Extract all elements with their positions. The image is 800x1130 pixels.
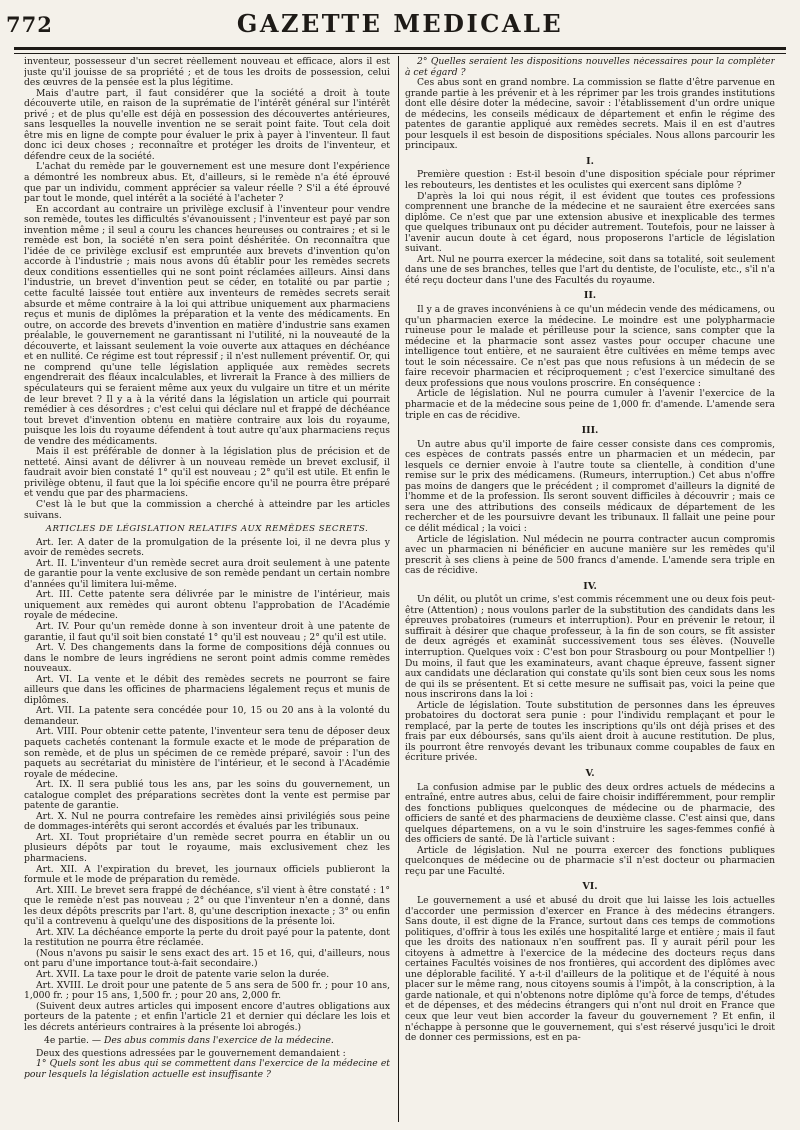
article-note: (Nous n'avons pu saisir le sens exact des art. 15 et 16, qui, d'ailleurs, nous ont paru d'une importance tout-à-fait secondaire.) [24, 947, 390, 970]
part-heading: 4e partie. — Des abus commis dans l'exercice de la médecine. [44, 1035, 334, 1047]
section-numeral: I. [586, 155, 594, 167]
article-note: (Suivent deux autres articles qui imposent encore d'autres obligations aux porteurs de la patente ; et enfin l'article 21 et dernier qui déclare les lois et les décrets antérieurs contraires à la présente loi abrogés.) [24, 1000, 390, 1033]
article: Article de législation. Nul ne pourra cumuler à l'avenir l'exercice de la pharmacie et de la médecine sous peine de 1,000 fr. d'amende. L'amende sera triple en cas de récidive. [405, 388, 775, 421]
article: Art. XIV. La déchéance emporte la perte du droit payé pour la patente, dont la restitution ne pourra être réclamée. [24, 926, 390, 949]
article: Art. II. L'inventeur d'un remède secret aura droit seulement à une patente de garantie pour la vente exclusive de son remède pendant un certain nombre d'années qu'il limitera lui-même. [24, 557, 390, 590]
paragraph: Première question : Est-il besoin d'une disposition spéciale pour réprimer les rebouteurs, les dentistes et les oculistes qui exercent sans diplôme ? [405, 169, 775, 192]
article: Art. VII. La patente sera concédée pour 10, 15 ou 20 ans à la volonté du demandeur. [24, 705, 390, 727]
paragraph: Ces abus sont en grand nombre. La commission se flatte d'être parvenue en grande partie à les prévenir et à les réprimer par les trois grandes institutions dont elle désire doter la médecine, savoir : l'établissement d'un ordre unique de médecins, les conseils médicaux de département et enfin le régime des patentes de garantie appliqué aux remèdes secrets. Mais il en est d'autres pour lesquels il est besoin de dispositions spéciales. Nous allons parcourir les principaux. [405, 77, 775, 152]
article: Art. IV. Pour qu'un remède donne à son inventeur droit à une patente de garantie, il faut qu'il soit bien constaté 1° qu'il est nouveau ; 2° qu'il est utile. [24, 620, 390, 643]
paragraph: Un délit, ou plutôt un crime, s'est commis récemment une ou deux fois peut-être (Attention) ; nous voulons parler de la substitution des candidats dans les épreuves probatoires (rumeurs et interruption). Pour en prévenir le retour, il suffirait à désirer que chaque professeur, à la fin de son cours, se fît assister de deux agrégés et examinât successivement tous ses élèves. (Nouvelle interruption. Quelques voix : C'est bon pour Strasbourg ou pour Montpellier !) Du moins, il faut que les examinateurs, avant chaque épreuve, fassent signer aux candidats une déclaration qui constate qu'ils sont bien ceux sous les noms de qui ils se présentent. Et si cette mesure ne suffisait pas, voici la peine que nous inscrirons dans la loi : [405, 594, 775, 701]
paragraph: Il y a de graves inconvéniens à ce qu'un médecin vende des médicamens, ou qu'un pharmacien exerce la médecine. Le moindre est une polypharmacie ruineuse pour le malade et périlleuse pour la science, sans compter que la médecine et la pharmacie sont assez vastes pour occuper chacune une intelligence tout entière, et ne sauraient être cultivées en même temps avec tout le soin nécessaire. Ce n'est pas que nous refusions à un médecin de se faire recevoir pharmacien et réciproquement ; c'est l'exercice simultané des deux professions que nous voulons proscrire. En conséquence : [405, 304, 775, 389]
article: Art. XI. Tout propriétaire d'un remède secret pourra en établir un ou plusieurs dépôts par tout le royaume, mais exclusivement chez les pharmaciens. [24, 831, 390, 865]
paragraph: Mais d'autre part, il faut considérer que la société a droit à toute découverte utile, en raison de la suprématie de l'intérêt général sur l'intérêt privé ; et de plus qu'elle est déjà en possession des découvertes antérieures, sans lesquelles la nouvelle invention ne se serait point faite. Tout cela doit être mis en ligne de compte pour évaluer le prix à payer à l'inventeur. Il faut donc ici deux choses ; reconnaître et protéger les droits de l'inventeur, et défendre ceux de la société. [24, 87, 390, 162]
paragraph: D'après la loi qui nous régit, il est évident que toutes ces professions comprennent une branche de la médecine et ne sauraient être exercées sans diplôme. Ce n'est que par une extension abusive et inexplicable des termes que quelques tribunaux ont pu décider autrement. Toutefois, pour ne laisser à l'avenir aucun doute à cet égard, nous proposerons l'article de législation suivant. [405, 190, 775, 255]
page-header [0, 4, 800, 46]
article: Art. XVIII. Le droit pour une patente de 5 ans sera de 500 fr. ; pour 10 ans, 1,000 fr. ; pour 15 ans, 1,500 fr. ; pour 20 ans, 2,000 fr. [24, 979, 390, 1002]
paragraph: Le gouvernement a usé et abusé du droit que lui laisse les lois actuelles d'accorder une permission d'exercer en France à des médecins étrangers. Sans doute, il est digne de la France, surtout dans ces temps de commotions politiques, d'offrir à tous les exilés une hospitalité large et entière ; mais il faut que les droits des nationaux n'en souffrent pas. Il y aurait péril pour les citoyens à admettre à l'exercice de la médecine des docteurs reçus dans certaines Facultés voisines de nos frontières, qui accordent des diplômes avec une déplorable facilité. Y a-t-il d'ailleurs de la politique et de l'équité à nous placer sur le même rang, nous citoyens soumis à l'impôt, à la conscription, à la garde nationale, et qui n'obtenons notre diplôme qu'à force de temps, d'études et de dépenses, et des médecins étrangers qui n'ont nul droit en France que ceux que leur veut bien accorder la faveur du gouvernement ? Et enfin, il n'échappe à personne que le gouvernement, qui s'est réservé jusqu'ici le droit de donner ces permissions, est en pa- [405, 895, 775, 1044]
article: Art. Ier. A dater de la promulgation de la présente loi, il ne devra plus y avoir de remèdes secrets. [24, 536, 390, 559]
page-number: 772 [6, 12, 53, 37]
article: Article de législation. Nul ne pourra exercer des fonctions publiques quelconques de médecine ou de pharmacie s'il n'est docteur ou pharmacien reçu par une Faculté. [405, 844, 775, 877]
question: 2° Quelles seraient les dispositions nouvelles nécessaires pour la compléter à cet égard ? [405, 57, 775, 78]
article: Art. VIII. Pour obtenir cette patente, l'inventeur sera tenu de déposer deux paquets cachetés contenant la formule exacte et le mode de préparation de son remède, et de plus un spécimen de ce remède préparé, savoir : l'un des paquets au secrétariat du ministère de l'intérieur, et le second à l'Académie royale de médecine. [24, 726, 390, 780]
article: Art. VI. La vente et le débit des remèdes secrets ne pourront se faire ailleurs que dans les officines de pharmaciens légalement reçus et munis de diplômes. [24, 673, 390, 706]
article: Art. IX. Il sera publié tous les ans, par les soins du gouvernement, un catalogue complet des préparations secrètes dont la vente est permise par patente de garantie. [24, 779, 390, 812]
article: Art. XIII. Le brevet sera frappé de déchéance, s'il vient à être constaté : 1° que le remède n'est pas nouveau ; 2° ou que l'inventeur n'en a donné, dans les deux dépôts prescrits par l'art. 8, qu'une description inexacte ; 3° ou enfin qu'il a contrevenu à quelqu'une des dispositions de la présente loi. [24, 884, 390, 928]
article: Art. III. Cette patente sera délivrée par le ministre de l'intérieur, mais uniquement aux remèdes qui auront obtenu l'approbation de l'Académie royale de médecine. [24, 589, 390, 622]
right-column [405, 57, 775, 1123]
part-label: 4e partie. [44, 1035, 89, 1047]
article: Art. XVII. La taxe pour le droit de patente varie selon la durée. [36, 969, 330, 981]
paragraph: L'achat du remède par le gouvernement est une mesure dont l'expérience a démontré les nombreux abus. Et, d'ailleurs, si le remède n'a été éprouvé que par un individu, comment apprécier sa valeur réelle ? S'il a été éprouvé par tout le monde, quel intérêt a la société à l'acheter ? [24, 161, 390, 205]
paragraph: inventeur, possesseur d'un secret réellement nouveau et efficace, alors il est juste qu'il jouisse de sa propriété ; et de tous les droits de possession, celui des œuvres de la pensée est la plus légitime. [24, 57, 390, 89]
left-column [24, 57, 390, 1123]
header-rule-thin [14, 53, 786, 54]
section-heading: ARTICLES DE LÉGISLATION RELATIFS AUX REMÈDES SECRETS. [45, 524, 369, 535]
article: Article de législation. Nul médecin ne pourra contracter aucun compromis avec un pharmacien ni bénéficier en aucune manière sur les remèdes qu'il prescrit à ses cliens à peine de 500 francs d'amende. L'amende sera triple en cas de récidive. [405, 533, 775, 577]
publication-title: GAZETTE MEDICALE [236, 9, 564, 38]
question: 1° Quels sont les abus qui se commettent dans l'exercice de la médecine et pour lesquels la législation actuelle est insuffisante ? [24, 1058, 390, 1080]
paragraph: En accordant au contraire un privilège exclusif à l'inventeur pour vendre son remède, toutes les difficultés s'évanouissent ; l'inventeur est payé par son invention même ; il seul a couru les chances heureuses ou contraires ; et si le remède est bon, la société n'en sera point déshéritée. On reconnaîtra que l'idée de ce privilège exclusif est empruntée aux brevets d'invention qu'on accorde à l'industrie ; mais nous avons dû établir pour les remèdes secrets deux conditions essentielles qui ne sont point réclamées ailleurs. Ainsi dans l'industrie, un brevet d'invention peut se céder, en totalité ou par partie ; cette faculté laissée tout entière aux inventeurs de remèdes secrets serait absurde et même contraire à la loi qui attribue uniquement aux pharmaciens reçus et munis de diplômes la préparation et la vente des médicaments. En outre, on accorde des brevets d'invention en matière d'industrie sans examen préalable, le gouvernement ne garantissant ni l'utilité, ni la nouveauté de la découverte, et laissant seulement la voie ouverte aux attaques en déchéance et en nullité. Ce régime est tout répressif ; il n'est nullement préventif. Or, qui ne comprend qu'une telle législation appliquée aux remèdes secrets engendrerait des fléaux incalculables, et livrerait la France à des milliers de spéculateurs qui se feraient même aux yeux du vulgaire un titre et un mérite de leur brevet ? Il y a à la vérité dans la législation un article qui pourrait remédier à ces désordres ; c'est celui qui déclare nul et frappé de déchéance tout brevet d'invention obtenu en matière contraire aux lois du royaume, puisque les lois du royaume défendent à tout autre qu'aux pharmaciens reçus de vendre des médicaments. [24, 203, 390, 447]
article: Art. Nul ne pourra exercer la médecine, soit dans sa totalité, soit seulement dans une de ses branches, telles que l'art du dentiste, de l'oculiste, etc., s'il n'a été reçu docteur dans l'une des Facultés du royaume. [405, 253, 775, 286]
paragraph: Un autre abus qu'il importe de faire cesser consiste dans ces compromis, ces espèces de contrats passés entre un pharmacien et un médecin, par lesquels ce dernier envoie à l'autre toute sa clientelle, à condition d'une remise sur le prix des médicamens. (Rumeurs, interruption.) Cet abus n'offre pas moins de dangers que le précédent ; il compromet d'ailleurs la dignité de l'homme et de la profession. Ils seront souvent difficiles à découvrir ; mais ce sera une des attributions des conseils médicaux de département de les rechercher et de les poursuivre devant les tribunaux. Il fallait une peine pour ce délit médical ; la voici : [405, 438, 775, 534]
paragraph: Mais il est préférable de donner à la législation plus de précision et de netteté. Ainsi avant de délivrer à un nouveau remède un brevet exclusif, il faudrait avoir bien constaté 1° qu'il est nouveau ; 2° qu'il est utile. Et enfin le privilège obtenu, il faut que la loi spécifie encore qu'il ne pourra être préparé et vendu que par des pharmaciens. [24, 446, 390, 500]
paragraph: C'est là le but que la commission a cherché à atteindre par les articles suivans. [24, 498, 390, 521]
article: Art. V. Des changements dans la forme de compositions déjà connues ou dans le nombre de leurs ingrédiens ne seront point admis comme remèdes nouveaux. [24, 642, 390, 675]
section-numeral: II. [583, 290, 597, 302]
section-numeral: V. [585, 768, 595, 779]
paragraph: Deux des questions adressées par le gouvernement demandaient : [36, 1047, 346, 1059]
column-divider [398, 56, 399, 1122]
article: Article de législation. Toute substitution de personnes dans les épreuves probatoires du doctorat sera punie : pour l'individu remplaçant et pour le remplacé, par la perte de toutes les inscriptions qu'ils ont déjà prises et des frais par eux déboursés, sans qu'ils aient droit à aucune restitution. De plus, ils pourront être renvoyés devant les tribunaux comme coupables de faux en écriture privée. [405, 699, 775, 764]
paragraph: La confusion admise par le public des deux ordres actuels de médecins a entraîné, entre autres abus, celui de faire choisir indifféremment, pour remplir des fonctions publiques quelconques de médecine ou de pharmacie, des officiers de santé et des pharmaciens de deuxième classe. C'est ainsi que, dans quelques départemens, on a vu le soin d'instruire les sages-femmes confié à des officiers de santé. De là l'article suivant : [405, 781, 775, 846]
header-rule-thick [14, 47, 786, 50]
article: Art. XII. A l'expiration du brevet, les journaux officiels publieront la formule et le mode de préparation du remède. [24, 863, 390, 886]
section-numeral: IV. [583, 580, 597, 592]
section-numeral: III. [581, 425, 599, 437]
article: Art. X. Nul ne pourra contrefaire les remèdes ainsi privilégiés sous peine de dommages-intérêts qui seront accordés et évalués par les tribunaux. [24, 810, 390, 833]
part-title: Des abus commis dans l'exercice de la médecine. [103, 1035, 334, 1047]
section-numeral: VI. [582, 881, 598, 893]
